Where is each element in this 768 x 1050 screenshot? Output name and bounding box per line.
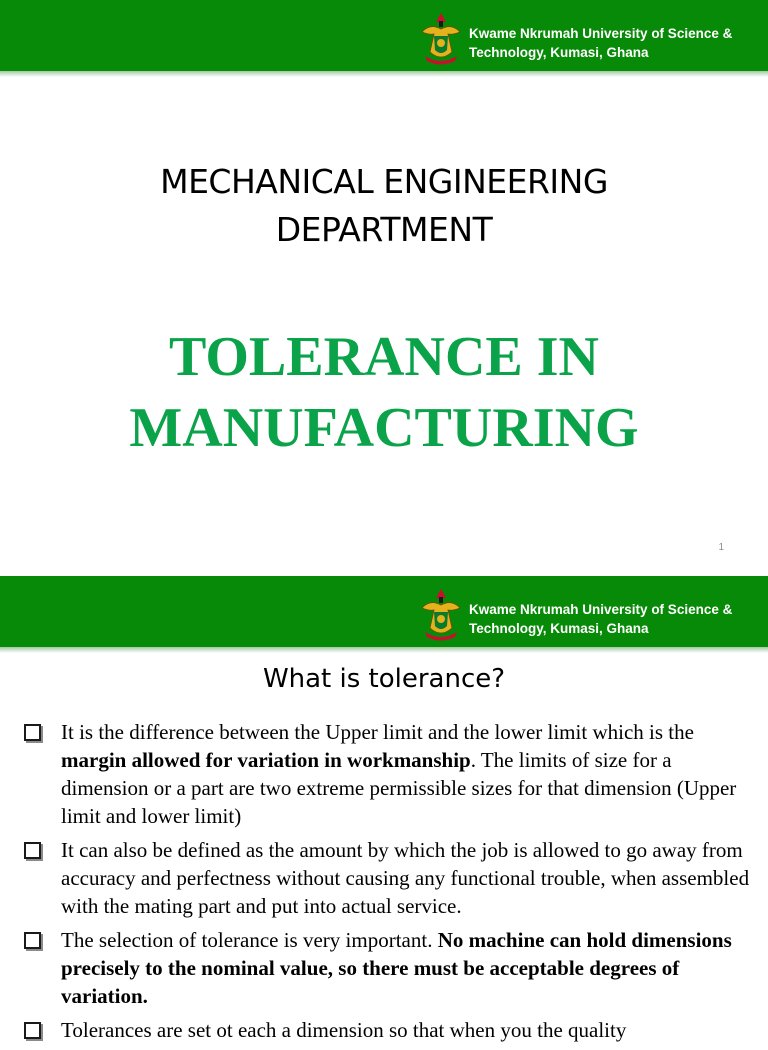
content-slide — [0, 576, 768, 1042]
header-banner — [0, 0, 768, 71]
bullet-1-bold: margin allowed for variation in workmanship — [61, 748, 471, 772]
bullet-text — [61, 836, 754, 920]
bullet-1-text-b: . The limits of size for a dimension or a part are two extreme permissible sizes for that dimension (Upper limit and lower limit) — [61, 748, 737, 828]
department-line-2: DEPARTMENT — [275, 210, 493, 249]
checkbox-bullet-icon — [24, 842, 41, 859]
checkbox-bullet-icon — [24, 1022, 41, 1039]
department-line-1: MECHANICAL ENGINEERING — [160, 162, 608, 201]
university-name: Kwame Nkrumah University of Science & Technology, Kumasi, Ghana — [469, 602, 733, 636]
list-item — [0, 926, 768, 1010]
list-item — [0, 1016, 768, 1044]
bullet-3-text: The selection of tolerance is very important. — [61, 928, 438, 952]
slide-heading: What is tolerance? — [262, 664, 506, 694]
bullet-text — [61, 1016, 754, 1044]
bullet-4-text: Tolerances are set ot each a dimension so that when you the quality — [61, 1018, 627, 1042]
list-item — [0, 836, 768, 920]
university-crest-icon — [419, 588, 463, 642]
slide-title — [20, 322, 748, 464]
banner-shadow — [0, 647, 768, 653]
bullet-3-bold: No machine can hold dimensions precisely to the nominal value, so there must be acceptable degrees of variation. — [61, 928, 732, 1008]
bullet-list — [0, 718, 768, 1050]
university-name: Kwame Nkrumah University of Science & Technology, Kumasi, Ghana — [469, 26, 733, 60]
bullet-1-text-a: It is the difference between the Upper limit and the lower limit which is the — [61, 720, 694, 744]
checkbox-bullet-icon — [24, 724, 41, 741]
department-title — [40, 158, 728, 254]
title-line-2: MANUFACTURING — [129, 397, 639, 459]
list-item — [0, 718, 768, 830]
title-line-1: TOLERANCE IN — [169, 326, 599, 388]
bullet-text — [61, 926, 754, 1010]
checkbox-bullet-icon — [24, 932, 41, 949]
header-banner — [0, 576, 768, 647]
university-crest-icon — [419, 12, 463, 66]
bullet-2-text: It can also be defined as the amount by which the job is allowed to go away from accuracy and perfectness without causing any functional trouble, when assembled with the mating part and put into actual service. — [61, 838, 750, 918]
banner-shadow — [0, 71, 768, 77]
bullet-text — [61, 718, 754, 830]
page-number: 1 — [718, 542, 724, 553]
